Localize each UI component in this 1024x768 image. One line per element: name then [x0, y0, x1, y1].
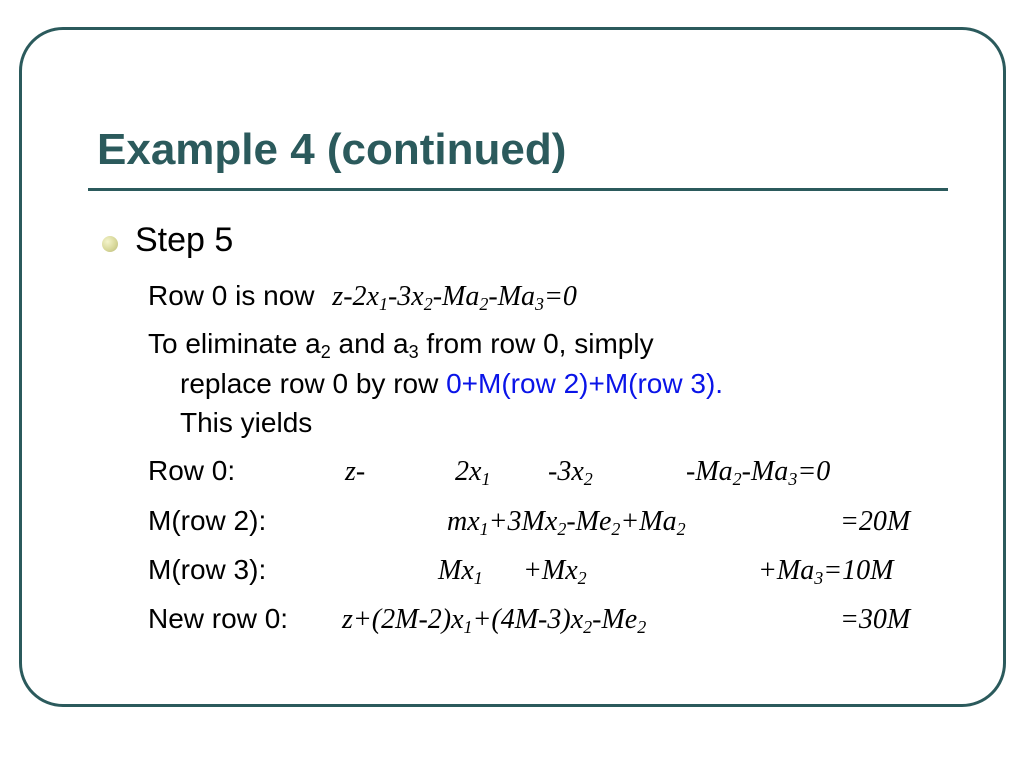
row0-label: Row 0: — [148, 455, 236, 486]
row0-now-equation: $z-2x_1-3x_2-Ma_2-Ma_3=0$ — [332, 281, 577, 314]
mrow3-x1-term: $Mx_1$ — [438, 555, 483, 588]
mrow2-label: M(row 2): — [148, 505, 267, 536]
slide-title: Example 4 (continued) — [97, 125, 567, 174]
row0-x2-term: $-3x_2$ — [548, 456, 593, 489]
bullet-icon — [102, 236, 118, 252]
bullet-step-5: Step 5 — [135, 221, 234, 259]
eliminate-line-3: This yields — [180, 407, 313, 438]
row0-x1-term: $2x_1$ — [455, 456, 491, 489]
row0-z-term: z- — [345, 456, 366, 487]
mrow3-x2-term: $+Mx_2$ — [523, 555, 587, 588]
mrow3-label: M(row 3): — [148, 554, 267, 585]
eliminate-line-2: replace row 0 by row 0+M(row 2)+M(row 3). — [180, 368, 724, 399]
row0-now-label: Row 0 is now — [148, 280, 315, 311]
row0-now-line — [148, 280, 577, 314]
mrow2-rhs: =20M — [840, 506, 911, 537]
title-underline — [88, 188, 948, 191]
row0-a-terms: $-Ma_2-Ma_3=0$ — [686, 456, 831, 489]
newrow0-label: New row 0: — [148, 603, 289, 634]
mrow3-a3-term: $+Ma_3=10M$ — [758, 555, 894, 588]
newrow0-terms: $z+(2M-2)x_1+(4M-3)x_2-Me_2$ — [342, 604, 647, 637]
row-combination-highlight: 0+M(row 2)+M(row 3). — [446, 368, 724, 399]
newrow0-rhs: =30M — [840, 604, 911, 635]
mrow2-terms: $mx_1+3Mx_2-Me_2+Ma_2$ — [447, 506, 686, 539]
eliminate-line-1: To eliminate $a_2$ and $a_3$ from row 0, simply — [148, 328, 654, 362]
